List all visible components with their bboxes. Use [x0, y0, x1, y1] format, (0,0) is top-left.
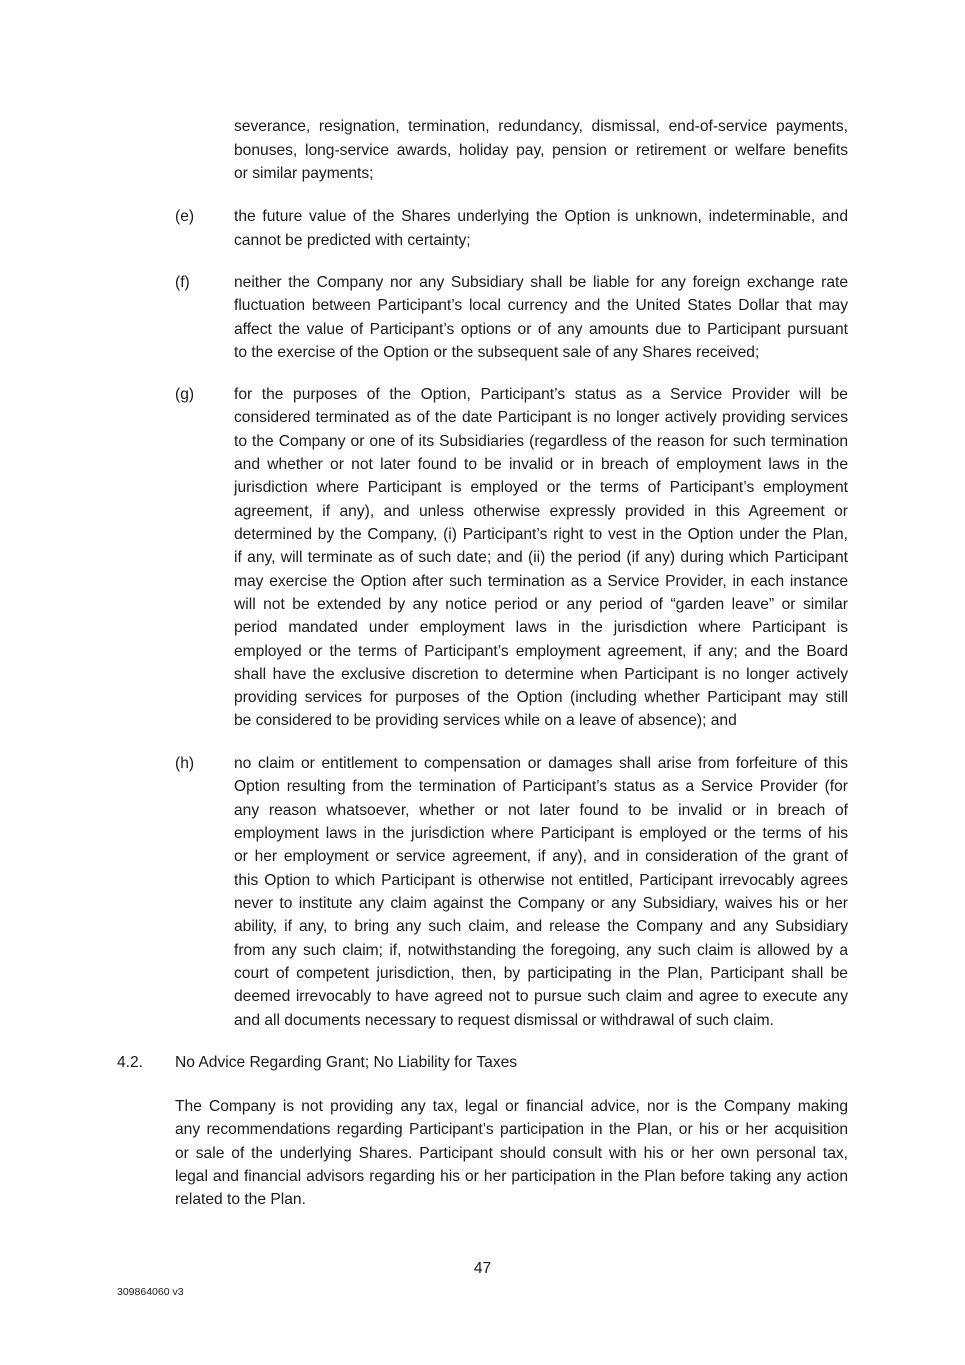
paragraph-line: never to institute any claim against the Company or any Subsidiary, waives his or her: [234, 894, 848, 912]
list-marker: (e): [175, 208, 195, 225]
document-id: 309864060 v3: [117, 1286, 184, 1298]
paragraph-line: fluctuation between Participant’s local currency and the United States Dollar that may: [234, 297, 848, 315]
paragraph-line: be considered to be providing services while on a leave of absence); and: [234, 712, 737, 730]
paragraph-line: if any, will terminate as of such date; and (ii) the period (if any) during which Participant: [234, 549, 848, 567]
section-number: 4.2.: [117, 1054, 144, 1071]
paragraph-line: no claim or entitlement to compensation or damages shall arise from forfeiture of this: [234, 755, 848, 772]
page-number: 47: [473, 1260, 492, 1277]
paragraph-line: employment laws in the jurisdiction where Participant is employed or the terms of his: [234, 824, 848, 842]
paragraph-line: deemed irrevocably to have agreed not to pursue such claim and agree to execute any: [234, 988, 848, 1006]
paragraph-line: this Option to which Participant is otherwise not entitled, Participant irrevocably agrees: [234, 871, 848, 889]
paragraph-line: will not be extended by any notice period or any period of “garden leave” or similar: [234, 595, 848, 613]
paragraph-line: related to the Plan.: [175, 1191, 306, 1209]
paragraph-line: employed or the terms of Participant’s employment agreement, if any; and the Board: [234, 642, 848, 660]
paragraph-line: to the Company or one of its Subsidiaries (regardless of the reason for such termination: [234, 432, 848, 450]
paragraph-line: any recommendations regarding Participant’s participation in the Plan, or his or her acquisition: [175, 1121, 848, 1139]
paragraph-line: may exercise the Option after such termination as a Service Provider, in each instance: [234, 572, 848, 590]
paragraph-line: any reason whatsoever, whether or not later found to be invalid or in breach of: [234, 801, 848, 819]
list-marker: (g): [175, 386, 195, 403]
paragraph-line: determined by the Company, (i) Participant’s right to vest in the Option under the Plan,: [234, 525, 848, 543]
paragraph-line: bonuses, long-service awards, holiday pay, pension or retirement or welfare benefits: [234, 141, 848, 159]
list-marker: (f): [175, 274, 190, 291]
list-marker: (h): [175, 755, 195, 772]
paragraph-line: or similar payments;: [234, 165, 374, 182]
paragraph-line: severance, resignation, termination, redundancy, dismissal, end-of-service payments,: [234, 118, 848, 135]
paragraph-line: from any such claim; if, notwithstanding the foregoing, any such claim is allowed by a: [234, 941, 848, 959]
paragraph-line: the future value of the Shares underlying the Option is unknown, indeterminable, and: [234, 208, 848, 225]
paragraph-line: considered terminated as of the date Participant is no longer actively providing services: [234, 409, 848, 427]
section-title: No Advice Regarding Grant; No Liability for Taxes: [175, 1054, 518, 1071]
paragraph-line: providing services for purposes of the Option (including whether Participant may still: [234, 689, 848, 707]
paragraph-line: The Company is not providing any tax, legal or financial advice, nor is the Company making: [175, 1098, 848, 1115]
paragraph-line: neither the Company nor any Subsidiary shall be liable for any foreign exchange rate: [234, 274, 848, 291]
paragraph-line: ability, if any, to bring any such claim, and release the Company and any Subsidiary: [234, 918, 848, 936]
paragraph-line: period mandated under employment laws in the jurisdiction where Participant is: [234, 619, 848, 637]
paragraph-line: or her employment or service agreement, if any), and in consideration of the grant of: [234, 848, 848, 866]
paragraph-line: jurisdiction where Participant is employed or the terms of Participant’s employment: [234, 479, 848, 497]
paragraph-line: shall have the exclusive discretion to determine when Participant is no longer actively: [234, 665, 848, 683]
paragraph-line: agreement, if any), and unless otherwise expressly provided in this Agreement or: [234, 502, 848, 520]
paragraph-line: for the purposes of the Option, Participant’s status as a Service Provider will be: [234, 386, 848, 403]
paragraph-line: cannot be predicted with certainty;: [234, 231, 471, 249]
paragraph-line: affect the value of Participant’s options or of any amounts due to Participant pursuant: [234, 320, 848, 338]
paragraph-line: court of competent jurisdiction, then, by participating in the Plan, Participant shall be: [234, 964, 848, 982]
paragraph-line: and all documents necessary to request dismissal or withdrawal of such claim.: [234, 1011, 774, 1029]
paragraph-line: legal and financial advisors regarding his or her participation in the Plan before taking any action: [175, 1167, 848, 1185]
paragraph-line: or sale of the underlying Shares. Participant should consult with his or her own personal tax,: [175, 1144, 848, 1162]
paragraph-line: and whether or not later found to be invalid or in breach of employment laws in the: [234, 455, 848, 473]
paragraph-line: Option resulting from the termination of Participant’s status as a Service Provider (for: [234, 778, 848, 796]
paragraph-line: to the exercise of the Option or the subsequent sale of any Shares received;: [234, 343, 760, 361]
